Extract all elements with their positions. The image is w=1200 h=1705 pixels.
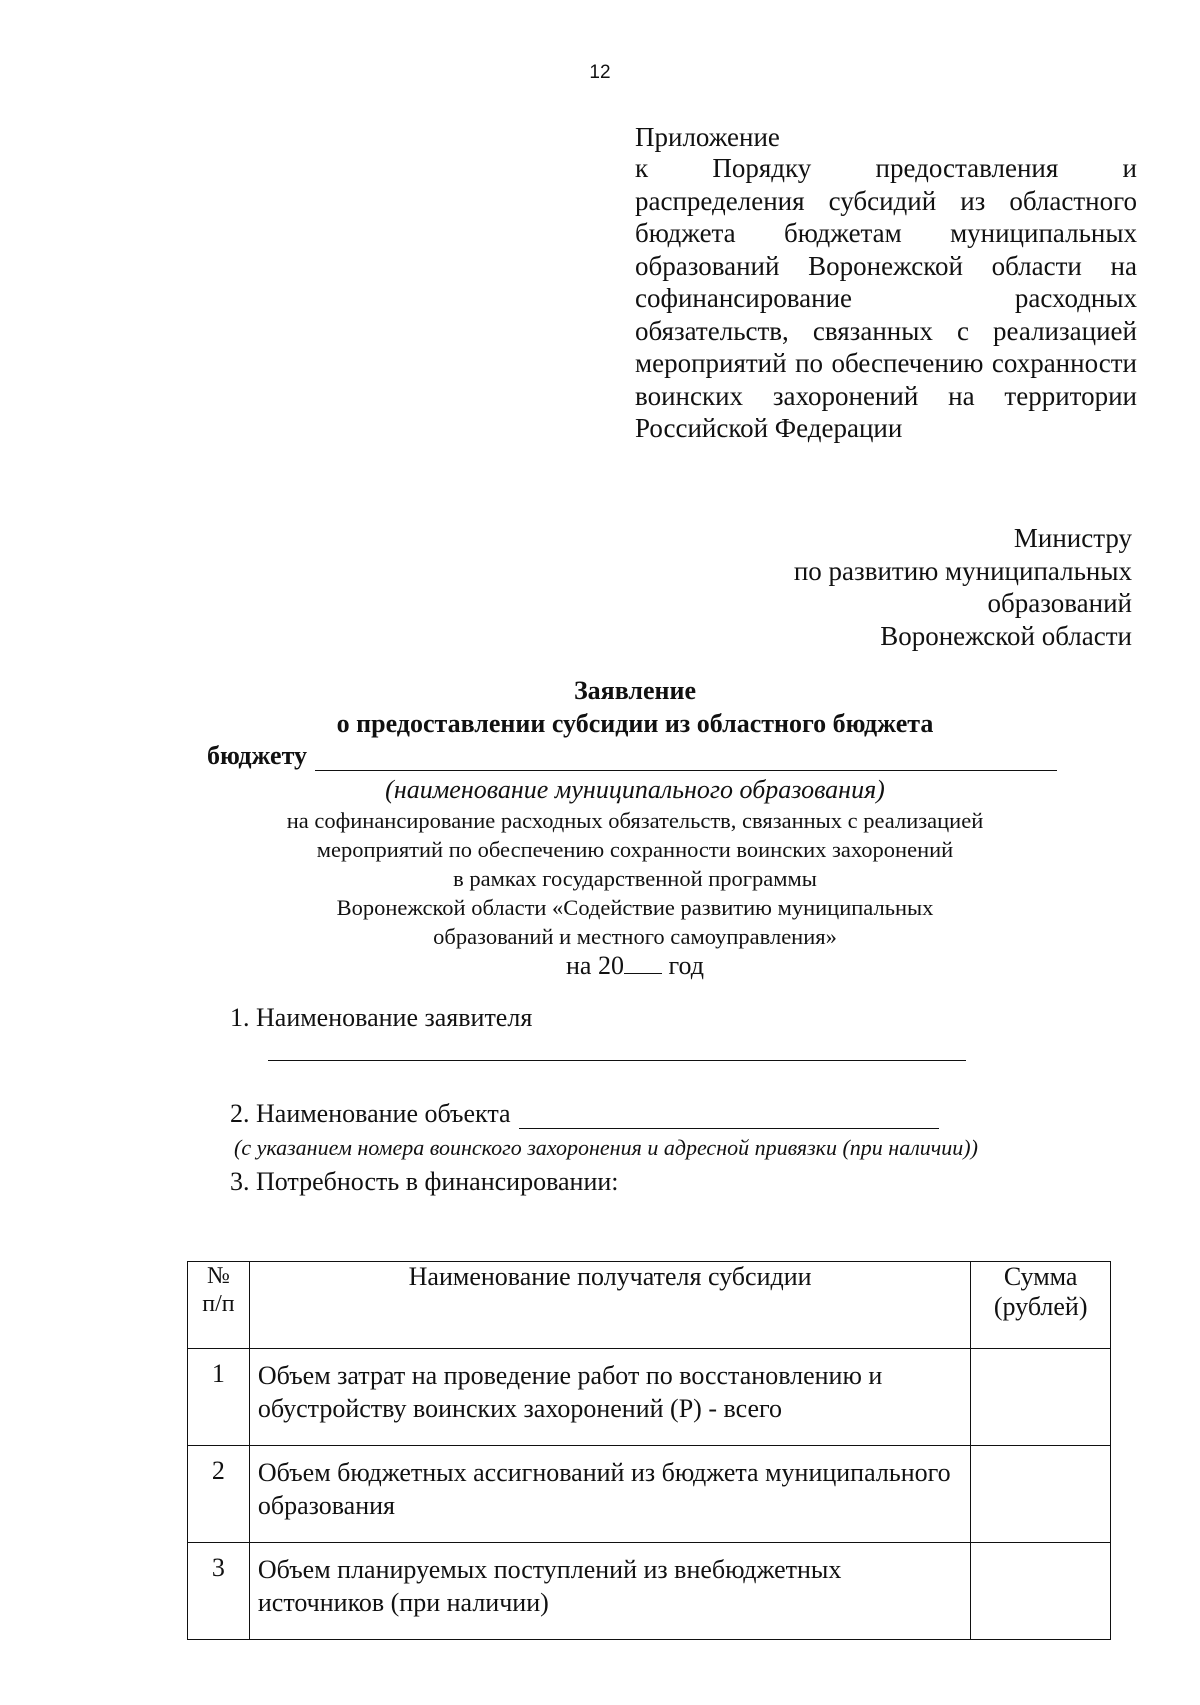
object-name-note: (с указанием номера воинского захоронения и адресной привязки (при наличии)) — [234, 1135, 978, 1160]
row-name: Объем бюджетных ассигнований из бюджета муниципального образования — [249, 1446, 970, 1543]
applicant-name-field[interactable] — [268, 1060, 966, 1061]
header-sum — [971, 1262, 1111, 1349]
header-name: Наименование получателя субсидии — [249, 1262, 970, 1349]
object-name-field[interactable] — [519, 1106, 939, 1129]
appendix-title: Приложение — [635, 122, 780, 152]
financing-table — [187, 1261, 1111, 1640]
purpose-line: на софинансирование расходных обязательств, связанных с реализацией — [286, 808, 984, 833]
addressee-line: Воронежской области — [880, 620, 1132, 651]
purpose-line: Воронежской области «Содействие развитию муниципальных — [336, 895, 934, 920]
purpose-line: в рамках государственной программы — [453, 866, 817, 891]
document-subtitle: о предоставлении субсидии из областного бюджета — [336, 709, 934, 738]
item-applicant-name: 1. Наименование заявителя — [230, 1003, 533, 1032]
header-number-line1: № — [206, 1263, 230, 1289]
table-header-row — [188, 1262, 1111, 1349]
item-object-name-row — [230, 1099, 939, 1129]
addressee-line: по развитию муниципальных — [793, 555, 1132, 586]
table-row — [188, 1543, 1111, 1640]
table-row — [188, 1349, 1111, 1446]
budget-line — [207, 741, 1057, 771]
header-number — [188, 1262, 250, 1349]
row-name: Объем планируемых поступлений из внебюджетных источников (при наличии) — [249, 1543, 970, 1640]
row-number: 3 — [188, 1543, 250, 1640]
purpose-line: образований и местного самоуправления» — [433, 924, 837, 949]
page-number: 12 — [589, 62, 611, 83]
purpose-line: мероприятий по обеспечению сохранности воинских захоронений — [316, 837, 954, 862]
year-suffix: год — [668, 951, 704, 980]
header-number-line2: п/п — [202, 1291, 235, 1317]
row-name: Объем затрат на проведение работ по восстановлению и обустройству воинских захоронений (Р) - всего — [249, 1349, 970, 1446]
item-object-name: 2. Наименование объекта — [230, 1099, 511, 1128]
document-title: Заявление — [573, 676, 697, 705]
year-prefix: на 20 — [566, 951, 624, 980]
addressee-line: образований — [987, 588, 1132, 618]
addressee-line: Министру — [1013, 523, 1132, 553]
header-sum-line2: (рублей) — [993, 1292, 1088, 1321]
row-sum-cell[interactable] — [971, 1349, 1111, 1446]
year-field[interactable] — [624, 953, 662, 974]
purpose-block — [0, 806, 1200, 951]
municipality-name-field[interactable] — [315, 746, 1057, 771]
appendix-text: к Порядку предоставления и распределения субсидий из областного бюджета бюджетам муниципальных образований Воронежской области на софинансирование расходных обязательств, связанных с реализацией мероприятий по обеспечению сохранности воинских захоронений на территории Российской Федерации — [635, 153, 1137, 443]
item-financing-need: 3. Потребность в финансировании: — [230, 1167, 619, 1196]
municipality-caption: (наименование муниципального образования) — [385, 775, 885, 804]
row-sum-cell[interactable] — [971, 1543, 1111, 1640]
row-sum-cell[interactable] — [971, 1446, 1111, 1543]
row-number: 1 — [188, 1349, 250, 1446]
header-sum-line1: Сумма — [1003, 1262, 1078, 1291]
addressee-block — [794, 522, 1132, 652]
table-row — [188, 1446, 1111, 1543]
budget-label: бюджету — [207, 741, 308, 770]
row-number: 2 — [188, 1446, 250, 1543]
year-line — [0, 951, 1200, 981]
